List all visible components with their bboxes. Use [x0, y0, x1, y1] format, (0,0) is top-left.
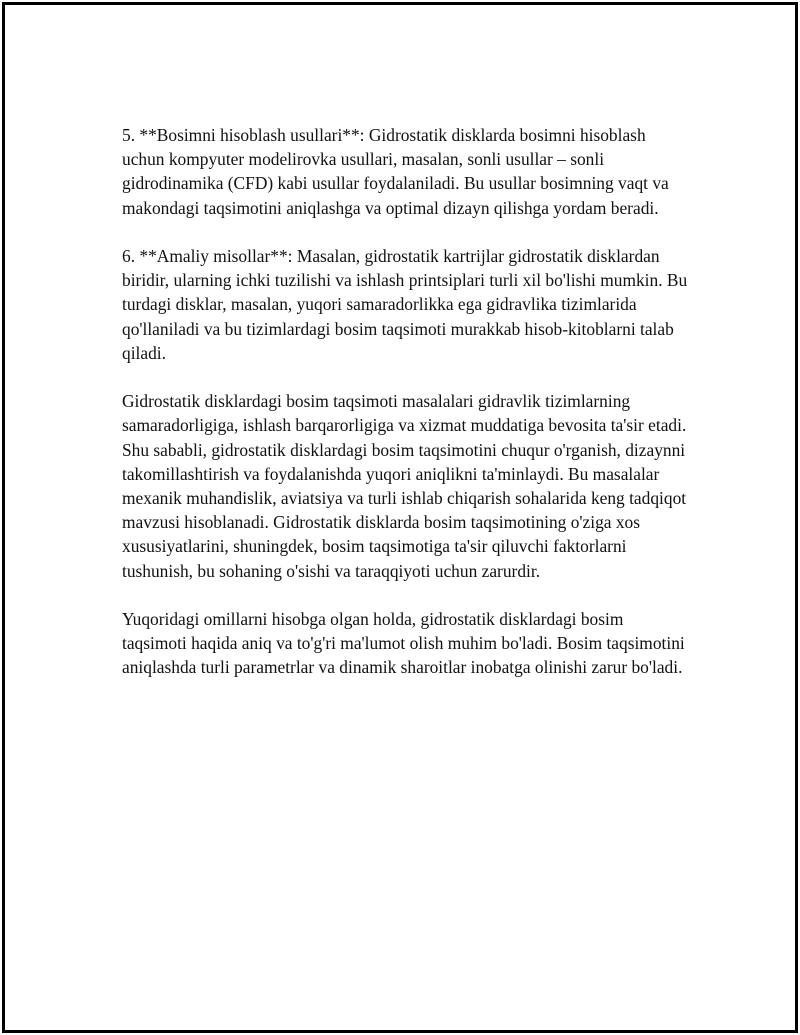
page-frame: [2, 2, 798, 1033]
paragraph-importance: Gidrostatik disklardagi bosim taqsimoti masalalari gidravlik tizimlarning samaradorligiga, ishlash barqarorligiga va xizmat muddatiga bevosita ta'sir etadi. Shu sababli, gidrostatik disklardagi bosim taqsimotini chuqur o'rganish, dizaynni takomillashtirish va foydalanishda yuqori aniqlikni ta'minlaydi. Bu masalalar mexanik muhandislik, aviatsiya va turli ishlab chiqarish sohalarida keng tadqiqot mavzusi hisoblanadi. Gidrostatik disklarda bosim taqsimotining o'ziga xos xususiyatlarini, shuningdek, bosim taqsimotiga ta'sir qiluvchi faktorlarni tushunish, bu sohaning o'sishi va taraqqiyoti uchun zarurdir.: [122, 391, 687, 581]
paragraph-calculation-methods: 5. **Bosimni hisoblash usullari**: Gidrostatik disklarda bosimni hisoblash uchun kompyuter modelirovka usullari, masalan, sonli usullar – sonli gidrodinamika (CFD) kabi usullar foydalaniladi. Bu usullar bosimning vaqt va makondagi taqsimotini aniqlashga va optimal dizayn qilishga yordam beradi.: [122, 125, 669, 218]
document-body: [122, 123, 692, 704]
paragraph-practical-examples: 6. **Amaliy misollar**: Masalan, gidrostatik kartrijlar gidrostatik disklardan biridir, ularning ichki tuzilishi va ishlash printsiplari turli xil bo'lishi mumkin. Bu turdagi disklar, masalan, yuqori samaradorlikka ega gidravlika tizimlarida qo'llaniladi va bu tizimlardagi bosim taqsimoti murakkab hisob-kitoblarni talab qiladi.: [122, 246, 688, 363]
paragraph-conclusion: Yuqoridagi omillarni hisobga olgan holda, gidrostatik disklardagi bosim taqsimoti haqida aniq va to'g'ri ma'lumot olish muhim bo'ladi. Bosim taqsimotini aniqlashda turli parametrlar va dinamik sharoitlar inobatga olinishi zarur bo'ladi.: [122, 609, 685, 678]
